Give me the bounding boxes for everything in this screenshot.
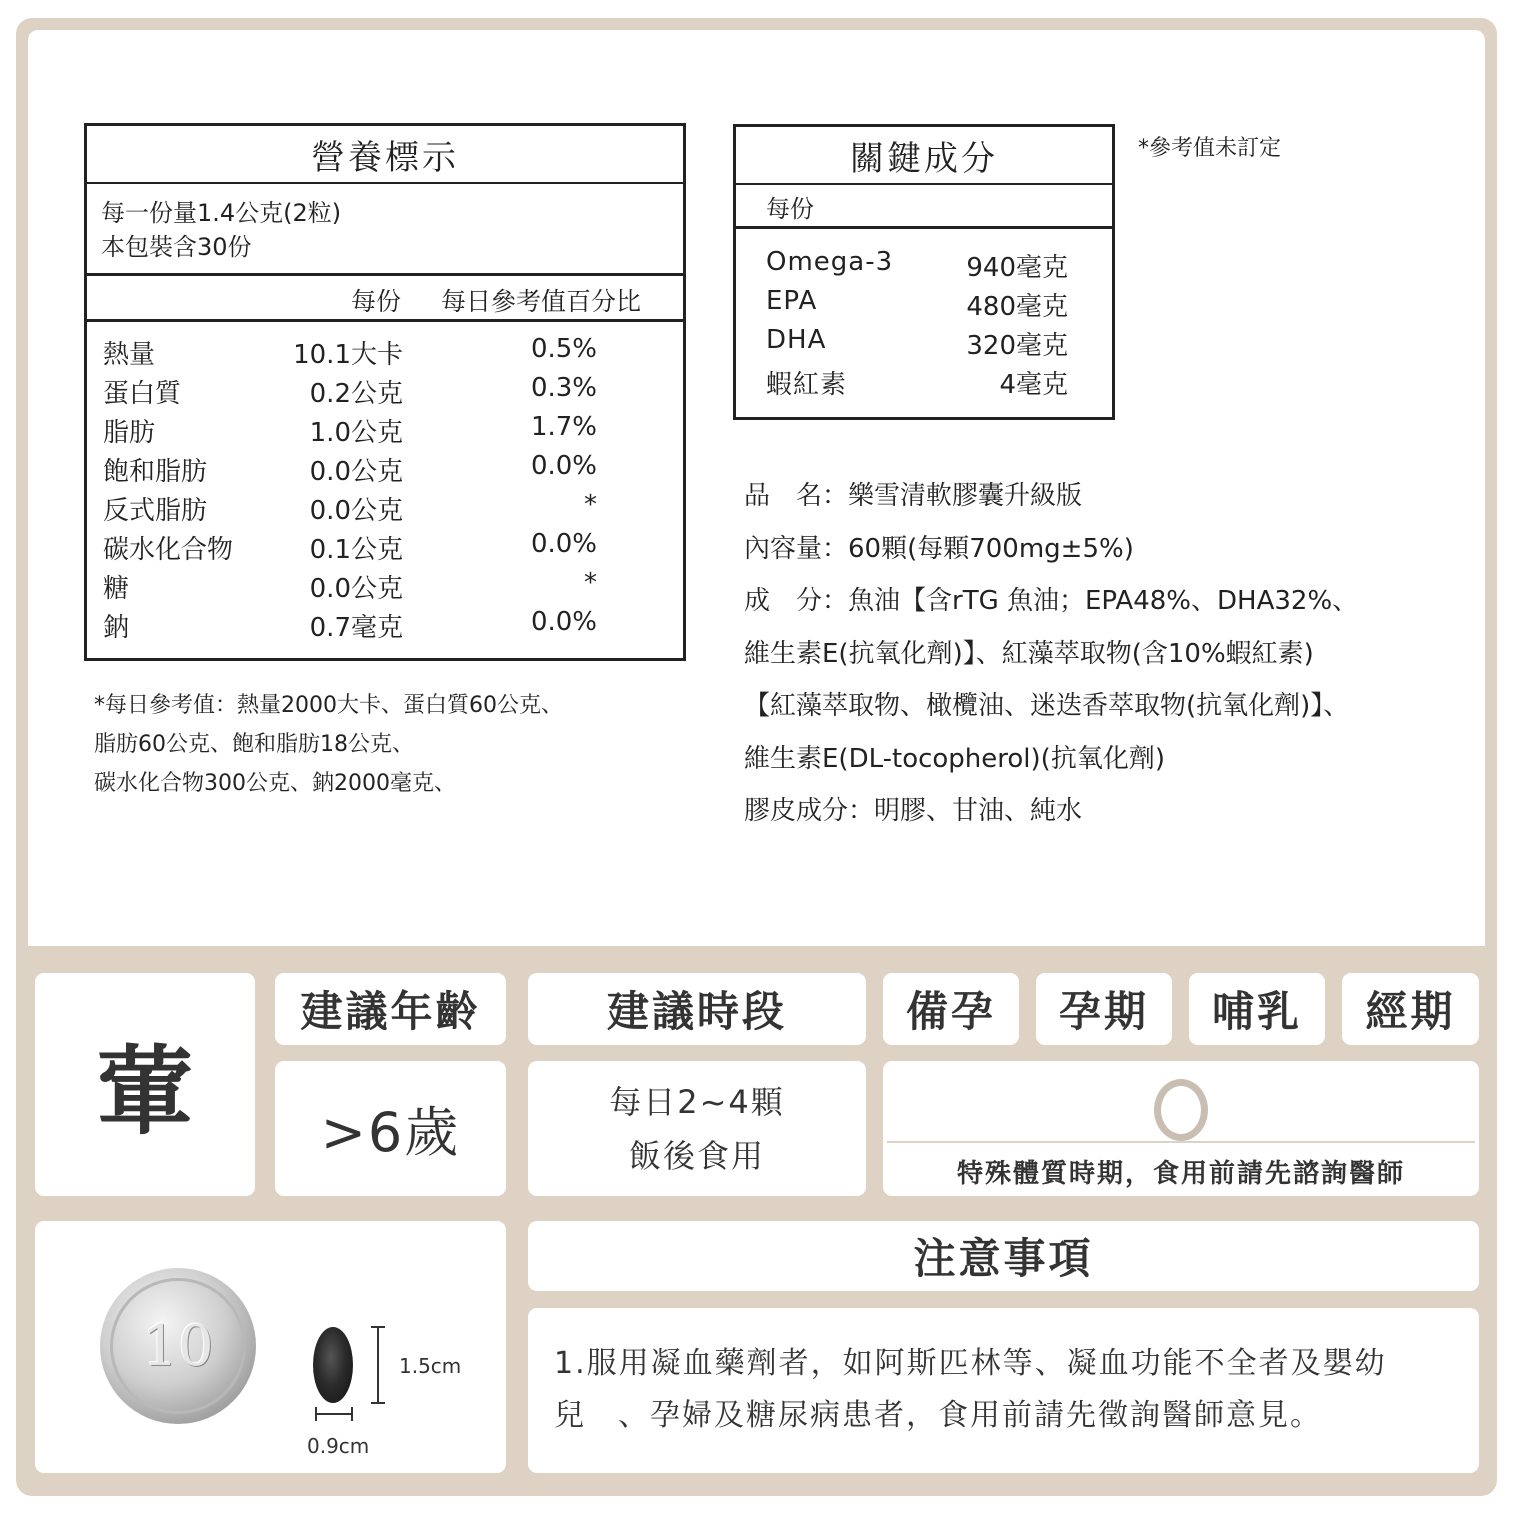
nutrient-daily-pct: 0.0%: [530, 451, 597, 481]
nutrient-daily-pct: 1.7%: [530, 412, 597, 442]
info-line: 成 分：魚油【含rTG 魚油；EPA48%、DHA32%、: [744, 586, 1359, 616]
daily-reference-footnote: [94, 686, 694, 803]
nutrient-per-serving: 0.1公克: [309, 535, 403, 565]
nutrient-name: 蛋白質: [103, 379, 182, 409]
age-value: >6歲: [320, 1101, 461, 1164]
time-heading-card: [528, 973, 866, 1045]
nutrition-rows: [87, 322, 683, 644]
nutrient-per-serving: 10.1大卡: [293, 340, 403, 370]
age-heading: 建議年齡: [300, 987, 481, 1036]
width-label: 0.9cm: [307, 1434, 370, 1458]
time-line1: 每日2~4顆: [609, 1082, 785, 1121]
nutrient-per-serving: 0.0公克: [309, 496, 403, 526]
nutrient-daily-pct: 0.3%: [530, 373, 597, 403]
condition-card: [883, 973, 1019, 1045]
ingredient-value: 940毫克: [966, 253, 1068, 283]
key-ingredients-table: [733, 124, 1115, 420]
status-note: 特殊體質時期，食用前請先諮詢醫師: [956, 1159, 1405, 1189]
table-row: [87, 605, 683, 644]
key-ingredient-rows: [736, 229, 1112, 399]
ingredient-name: Omega-3: [766, 247, 894, 277]
height-label: 1.5cm: [399, 1354, 462, 1378]
table-row: [87, 449, 683, 488]
diet-type-card: [35, 973, 255, 1196]
ingredient-name: 蝦紅素: [766, 370, 848, 400]
nutrient-per-serving: 1.0公克: [309, 418, 403, 448]
reference-note: *參考值未訂定: [1138, 136, 1282, 161]
nutrient-name: 反式脂肪: [103, 496, 208, 526]
nutrient-daily-pct: 0.5%: [530, 334, 597, 364]
nutrient-per-serving: 0.2公克: [309, 379, 403, 409]
ingredient-value: 4毫克: [999, 370, 1068, 400]
info-line: 【紅藻萃取物、橄欖油、迷迭香萃取物(抗氧化劑)】、: [744, 691, 1350, 721]
serving-size: 每一份量1.4公克(2粒): [101, 199, 342, 227]
nutrition-title: 營養標示: [87, 126, 683, 184]
width-dimension-line: [315, 1413, 353, 1415]
table-row: [736, 321, 1112, 360]
dimension-tick: [371, 1326, 385, 1328]
condition-card: [1036, 973, 1172, 1045]
coin-denomination: 10: [142, 1314, 214, 1379]
notice-heading: 注意事項: [913, 1234, 1094, 1283]
nutrient-per-serving: 0.0公克: [309, 457, 403, 487]
ingredient-name: DHA: [766, 325, 827, 355]
product-info: [744, 470, 1464, 838]
footnote-line: 碳水化合物300公克、鈉2000毫克、: [94, 771, 456, 796]
time-value-card: [528, 1061, 866, 1196]
nutrition-column-headers: [87, 276, 683, 322]
age-heading-card: [275, 973, 506, 1045]
col-per-serving: 每份: [351, 287, 402, 316]
dimension-tick: [315, 1407, 317, 1421]
notice-card: [528, 1308, 1479, 1473]
table-row: [87, 566, 683, 605]
table-row: [87, 332, 683, 371]
nutrient-name: 糖: [103, 574, 130, 604]
notice-text: 1.服用凝血藥劑者，如阿斯匹林等、凝血功能不全者及嬰幼兒 、孕婦及糖尿病患者，食用前請先徵詢醫師意見。: [554, 1346, 1387, 1433]
time-line2: 飯後食用: [628, 1136, 765, 1175]
nutrient-name: 碳水化合物: [103, 535, 234, 565]
info-line: 膠皮成分：明膠、甘油、純水: [744, 796, 1083, 826]
key-ingredients-title: 關鍵成分: [736, 127, 1112, 185]
condition-status-card: [883, 1061, 1479, 1196]
nutrient-daily-pct: *: [584, 490, 597, 520]
ingredient-name: EPA: [766, 286, 818, 316]
nutrient-daily-pct: *: [584, 568, 597, 598]
height-dimension-line: [377, 1326, 379, 1404]
nutrition-table: [84, 123, 686, 661]
key-per-serving-label: 每份: [736, 185, 1112, 229]
info-line: 內容量：60顆(每顆700mg±5%): [744, 533, 1134, 564]
condition-card: [1189, 973, 1325, 1045]
divider: [887, 1141, 1475, 1143]
serving-info: [87, 184, 683, 276]
ingredient-value: 320毫克: [966, 331, 1068, 361]
condition-label: 哺乳: [1211, 987, 1302, 1036]
time-heading: 建議時段: [606, 987, 787, 1036]
nutrient-daily-pct: 0.0%: [530, 607, 597, 637]
table-row: [87, 410, 683, 449]
table-row: [87, 488, 683, 527]
col-daily-pct: 每日參考值百分比: [441, 287, 642, 316]
condition-label: 經期: [1365, 987, 1456, 1036]
footnote-line: 脂肪60公克、飽和脂肪18公克、: [94, 732, 414, 757]
circle-o-icon: [1154, 1079, 1208, 1141]
diet-type: 葷: [97, 1036, 193, 1148]
info-line: 維生素E(DL-tocopherol)(抗氧化劑): [744, 743, 1165, 774]
nutrient-per-serving: 0.7毫克: [309, 613, 403, 643]
nutrient-name: 熱量: [103, 340, 156, 370]
dimension-tick: [351, 1407, 353, 1421]
table-row: [87, 527, 683, 566]
capsule-image: [313, 1327, 353, 1403]
table-row: [736, 360, 1112, 399]
nutrient-name: 鈉: [103, 613, 130, 643]
condition-label: 備孕: [905, 987, 996, 1036]
notice-heading-card: [528, 1221, 1479, 1291]
nutrient-name: 飽和脂肪: [103, 457, 208, 487]
nutrient-name: 脂肪: [103, 418, 156, 448]
dimension-tick: [371, 1402, 385, 1404]
info-line: 維生素E(抗氧化劑)】、紅藻萃取物(含10%蝦紅素): [744, 638, 1314, 669]
condition-label: 孕期: [1058, 987, 1149, 1036]
table-row: [736, 243, 1112, 282]
footnote-line: *每日參考值：熱量2000大卡、蛋白質60公克、: [94, 693, 563, 718]
servings-per-pack: 本包裝含30份: [101, 233, 252, 261]
age-value-card: [275, 1061, 506, 1196]
coin-image: [100, 1268, 256, 1424]
nutrient-daily-pct: 0.0%: [530, 529, 597, 559]
table-row: [87, 371, 683, 410]
condition-card: [1342, 973, 1479, 1045]
ingredient-value: 480毫克: [966, 292, 1068, 322]
info-line: 品 名：樂雪清軟膠囊升級版: [744, 481, 1083, 511]
nutrient-per-serving: 0.0公克: [309, 574, 403, 604]
table-row: [736, 282, 1112, 321]
